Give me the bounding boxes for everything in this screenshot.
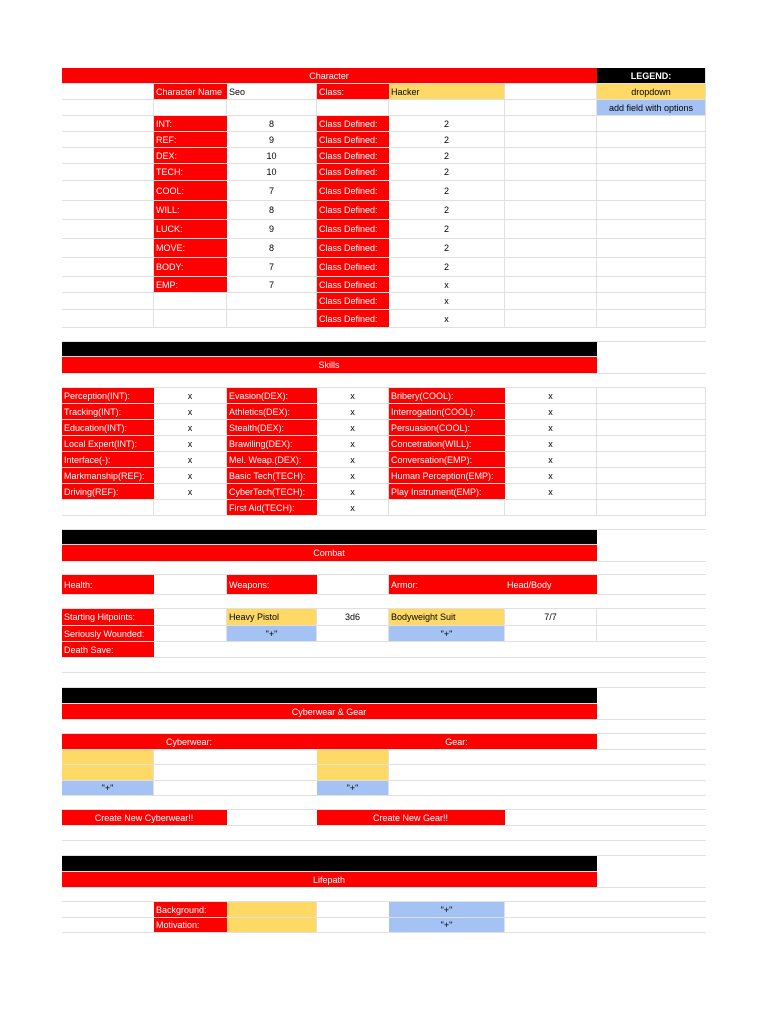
gear-header: Cyberwear & Gear [62, 704, 597, 719]
skill-label: Concetration(WILL): [389, 436, 505, 451]
class-defined-label: Class Defined: [317, 116, 389, 131]
class-defined-label: Class Defined: [317, 239, 389, 257]
skill-row [62, 468, 706, 484]
skill-label: Conversation(EMP): [389, 452, 505, 467]
armor-label: Armor: [389, 575, 505, 594]
legend-dropdown: dropdown [597, 84, 706, 99]
combat-labels-row [62, 575, 706, 595]
skills-block [62, 388, 706, 516]
gear-labels-row [62, 734, 706, 750]
lifepath-header: Lifepath [62, 872, 597, 887]
skill-value[interactable]: x [505, 468, 597, 483]
skill-row [62, 420, 706, 436]
create-cyberwear-button[interactable]: Create New Cyberwear!! [62, 810, 227, 825]
stat-label: MOVE: [154, 239, 227, 257]
skill-label: Human Perception(EMP): [389, 468, 505, 483]
skill-value[interactable]: x [154, 484, 227, 499]
skill-value[interactable]: x [154, 404, 227, 419]
combat-row-1 [62, 609, 706, 626]
stat-row [62, 201, 706, 220]
character-name-label: Character Name [154, 84, 227, 99]
combat-header-row [62, 545, 706, 562]
skill-value[interactable]: x [505, 452, 597, 467]
add-gear-button[interactable]: "+" [317, 781, 389, 795]
lifepath-header-row [62, 872, 706, 888]
gear-slot-row [62, 750, 706, 765]
skill-value[interactable]: x [317, 436, 389, 451]
stat-value[interactable]: 10 [227, 148, 317, 163]
background-dropdown[interactable] [227, 902, 317, 917]
stat-value[interactable]: 10 [227, 164, 317, 180]
skill-label: Markmanship(REF): [62, 468, 154, 483]
class-defined-row [62, 310, 706, 328]
skills-header-row [62, 357, 706, 374]
stat-row [62, 148, 706, 164]
stat-value[interactable]: 9 [227, 132, 317, 147]
combat-row-3 [62, 642, 706, 658]
skill-row [62, 500, 706, 516]
weapons-label: Weapons: [227, 575, 317, 594]
death-save-label: Death Save: [62, 642, 154, 657]
class-defined-value: 2 [389, 239, 505, 257]
stat-value[interactable]: 8 [227, 239, 317, 257]
cyberwear-slot-1[interactable] [62, 750, 154, 764]
skill-label: Athletics(DEX): [227, 404, 317, 419]
skill-label: Persuasion(COOL): [389, 420, 505, 435]
class-defined-label: Class Defined: [317, 293, 389, 309]
stat-label: INT: [154, 116, 227, 131]
class-defined-label: Class Defined: [317, 258, 389, 276]
skill-value[interactable]: x [317, 484, 389, 499]
add-armor-button[interactable]: "+" [389, 626, 505, 641]
stat-row [62, 164, 706, 181]
class-defined-label: Class Defined: [317, 220, 389, 238]
skill-row [62, 484, 706, 500]
class-defined-label: Class Defined: [317, 148, 389, 163]
stat-value[interactable]: 7 [227, 181, 317, 200]
skill-value[interactable]: x [505, 420, 597, 435]
armor-dropdown[interactable]: Bodyweight Suit [389, 609, 505, 625]
skill-label: Tracking(INT): [62, 404, 154, 419]
gear-slot-2[interactable] [317, 765, 389, 780]
stat-value[interactable]: 9 [227, 220, 317, 238]
legend-title: LEGEND: [597, 68, 706, 83]
skill-label: Perception(INT): [62, 388, 154, 403]
starting-hitpoints-label: Starting Hitpoints: [62, 609, 154, 625]
add-weapon-button[interactable]: "+" [227, 626, 317, 641]
skill-value[interactable]: x [317, 500, 389, 515]
cyberwear-label: Cyberwear: [62, 734, 317, 749]
stat-row [62, 258, 706, 277]
stat-label: EMP: [154, 277, 227, 292]
skill-label: Play Instrument(EMP): [389, 484, 505, 499]
seriously-wounded-label: Seriously Wounded: [62, 626, 154, 641]
skill-label: Bribery(COOL): [389, 388, 505, 403]
skill-row [62, 436, 706, 452]
stat-row [62, 277, 706, 293]
head-body-label: Head/Body [505, 575, 597, 594]
class-defined-value: 2 [389, 181, 505, 200]
class-defined-label: Class Defined: [317, 277, 389, 292]
skill-label: Interface(-): [62, 452, 154, 467]
class-defined-label: Class Defined: [317, 132, 389, 147]
extra-class-defined [62, 293, 706, 328]
class-defined-row [62, 293, 706, 310]
class-defined-value: 2 [389, 258, 505, 276]
skill-label: Mel. Weap.(DEX): [227, 452, 317, 467]
skill-value[interactable]: x [317, 468, 389, 483]
skill-label: Education(INT): [62, 420, 154, 435]
stat-label: COOL: [154, 181, 227, 200]
skill-label: Evasion(DEX): [227, 388, 317, 403]
class-defined-value: 2 [389, 220, 505, 238]
skill-value[interactable]: x [154, 468, 227, 483]
spacer-row [62, 100, 706, 116]
weapon-damage: 3d6 [317, 609, 389, 625]
motivation-dropdown[interactable] [227, 918, 317, 932]
legend-add-field: add field with options [597, 100, 706, 115]
combat-divider [62, 530, 597, 545]
add-background-button[interactable]: "+" [389, 902, 505, 917]
skills-divider [62, 342, 597, 357]
stat-label: TECH: [154, 164, 227, 180]
weapon-dropdown[interactable]: Heavy Pistol [227, 609, 317, 625]
class-defined-label: Class Defined: [317, 201, 389, 219]
skill-row [62, 388, 706, 404]
stat-label: BODY: [154, 258, 227, 276]
skills-header: Skills [62, 357, 597, 373]
add-cyberwear-button[interactable]: "+" [62, 781, 154, 795]
class-defined-value: 2 [389, 132, 505, 147]
class-label: Class: [317, 84, 389, 99]
create-gear-button[interactable]: Create New Gear!! [317, 810, 505, 825]
health-label: Health: [62, 575, 154, 594]
class-dropdown[interactable]: Hacker [389, 84, 505, 99]
skill-value[interactable]: x [317, 404, 389, 419]
add-motivation-button[interactable]: "+" [389, 918, 505, 932]
class-defined-label: Class Defined: [317, 181, 389, 200]
lifepath-divider [62, 856, 597, 872]
create-row [62, 810, 706, 826]
skill-label: Local Expert(INT): [62, 436, 154, 451]
stat-label: DEX: [154, 148, 227, 163]
gear-header-row [62, 704, 706, 720]
stat-label: LUCK: [154, 220, 227, 238]
blank-cell [62, 84, 154, 99]
stat-row [62, 220, 706, 239]
combat-row-2 [62, 626, 706, 642]
armor-sp: 7/7 [505, 609, 597, 625]
stat-value[interactable]: 8 [227, 201, 317, 219]
character-sheet [62, 68, 706, 933]
skill-value[interactable]: x [505, 388, 597, 403]
character-row [62, 84, 706, 100]
gear-slot-1[interactable] [317, 750, 389, 764]
gear-slot-row [62, 765, 706, 781]
gear-label: Gear: [317, 734, 597, 749]
class-defined-value: 2 [389, 148, 505, 163]
skill-label: Brawiling(DEX): [227, 436, 317, 451]
skill-label: Interrogation(COOL): [389, 404, 505, 419]
motivation-label: Motivation: [154, 918, 227, 932]
gear-divider [62, 688, 597, 704]
stat-value[interactable]: 8 [227, 116, 317, 131]
skill-label: First Aid(TECH): [227, 500, 317, 515]
lifepath-row-1 [62, 902, 706, 918]
class-defined-value: x [389, 310, 505, 327]
skill-value[interactable]: x [154, 420, 227, 435]
stat-row [62, 132, 706, 148]
skill-value[interactable]: x [317, 452, 389, 467]
class-defined-label: Class Defined: [317, 310, 389, 327]
skill-label: Stealth(DEX): [227, 420, 317, 435]
class-defined-value: 2 [389, 116, 505, 131]
lifepath-row-2 [62, 918, 706, 933]
stat-label: WILL: [154, 201, 227, 219]
stat-value[interactable]: 7 [227, 258, 317, 276]
skill-value[interactable]: x [154, 388, 227, 403]
class-defined-value: x [389, 293, 505, 309]
class-defined-value: 2 [389, 201, 505, 219]
gear-add-row [62, 781, 706, 796]
cyberwear-slot-2[interactable] [62, 765, 154, 780]
sheet-title: Character [62, 68, 597, 83]
skill-label: Driving(REF): [62, 484, 154, 499]
stats-block [62, 116, 706, 293]
skill-value[interactable]: x [505, 436, 597, 451]
skill-value[interactable]: x [505, 404, 597, 419]
skill-label: Basic Tech(TECH): [227, 468, 317, 483]
blank-cell [505, 84, 597, 99]
skill-row [62, 452, 706, 468]
class-defined-value: 2 [389, 164, 505, 180]
character-name-value[interactable]: Seo [227, 84, 317, 99]
skill-value[interactable]: x [317, 388, 389, 403]
stat-value[interactable]: 7 [227, 277, 317, 292]
skill-value[interactable]: x [505, 484, 597, 499]
stat-row [62, 116, 706, 132]
skill-value[interactable]: x [154, 436, 227, 451]
skill-label: CyberTech(TECH): [227, 484, 317, 499]
title-row [62, 68, 706, 84]
stat-row [62, 239, 706, 258]
class-defined-label: Class Defined: [317, 164, 389, 180]
skill-value[interactable]: x [154, 452, 227, 467]
combat-header: Combat [62, 545, 597, 561]
skill-row [62, 404, 706, 420]
stat-row [62, 181, 706, 201]
background-label: Background: [154, 902, 227, 917]
stat-label: REF: [154, 132, 227, 147]
skill-value[interactable]: x [317, 420, 389, 435]
class-defined-value: x [389, 277, 505, 292]
